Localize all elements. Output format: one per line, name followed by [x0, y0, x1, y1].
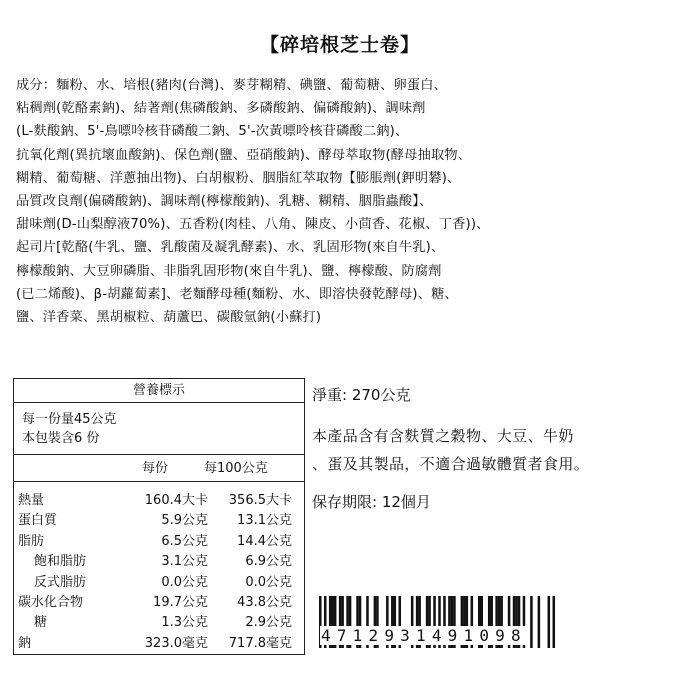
nutrition-rows — [14, 482, 304, 654]
nutrient-label: 碳水化合物 — [18, 594, 84, 610]
ingredients-list — [16, 74, 666, 329]
nutrition-row-sugar — [14, 613, 304, 633]
nutrient-per-100g: 6.9公克 — [245, 554, 292, 570]
ingredients-line: 鹽、洋香菜、黑胡椒粒、葫蘆巴、碳酸氫鈉(小蘇打) — [16, 310, 322, 326]
nutrient-label: 鈉 — [18, 635, 32, 651]
product-title: 【碎培根芝士卷】 — [259, 34, 420, 56]
nutrient-per-100g: 43.8公克 — [237, 594, 292, 610]
nutrition-row-trans-fat — [14, 573, 304, 593]
barcode-number — [320, 626, 556, 645]
ingredients-line: 抗氧化劑(異抗壞血酸鈉)、保色劑(鹽、亞硝酸鈉)、酵母萃取物(酵母抽取物、 — [16, 147, 472, 163]
nutrient-per-100g: 13.1公克 — [237, 513, 292, 529]
nutrition-facts-table — [13, 378, 305, 655]
ingredients-line: 成分：麵粉、水、培根(豬肉(台灣)、麥芽糊精、碘鹽、葡萄糖、卵蛋白、 — [16, 78, 448, 93]
ingredients-line: 品質改良劑(偏磷酸鈉)、調味劑(檸檬酸鈉)、乳糖、糊精、胭脂蟲酸】、 — [16, 194, 433, 210]
nutrient-label: 蛋白質 — [18, 513, 58, 529]
ingredients-line: 糊精、葡萄糖、洋蔥抽出物)、白胡椒粉、胭脂紅萃取物【膨脹劑(鉀明礬)、 — [16, 170, 461, 186]
nutrient-per-serving: 19.7公克 — [153, 594, 208, 610]
serving-info — [14, 403, 304, 455]
nutrient-per-serving: 3.1公克 — [161, 554, 208, 570]
nutrient-per-serving: 0.0公克 — [161, 574, 208, 590]
allergen-notice-line1: 本產品含有含麩質之穀物、大豆、牛奶 — [312, 427, 574, 445]
ingredients-line: 甜味劑(D-山梨醇液70%)、五香粉(肉桂、八角、陳皮、小茴香、花椒、丁香))、 — [16, 217, 490, 233]
nutrition-row-carbohydrate — [14, 593, 304, 613]
nutrient-per-100g: 2.9公克 — [245, 615, 292, 631]
nutrient-per-100g: 717.8毫克 — [228, 635, 292, 651]
col-per-100g: 每100公克 — [204, 461, 268, 476]
nutrition-column-headers — [14, 455, 304, 482]
ingredients-line: 起司片[乾酪(牛乳、鹽、乳酸菌及凝乳酵素)、水、乳固形物(來自牛乳)、 — [16, 240, 445, 256]
nutrient-label: 反式脂肪 — [34, 574, 87, 590]
nutrient-per-serving: 1.3公克 — [161, 615, 208, 631]
nutrient-label: 脂肪 — [18, 533, 45, 549]
barcode — [318, 596, 556, 650]
nutrient-label: 熱量 — [18, 493, 45, 508]
serving-size: 每一份量45公克 — [22, 412, 117, 427]
nutrient-label: 飽和脂肪 — [34, 554, 87, 570]
ingredients-line: 粘稠劑(乾酪素鈉)、結著劑(焦磷酸鈉、多磷酸鈉、偏磷酸鈉)、調味劑 — [16, 101, 426, 117]
col-per-serving: 每份 — [142, 461, 169, 476]
ingredients-line: (已二烯酸)、β-胡蘿蔔素]、老麵酵母種(麵粉、水、即溶快發乾酵母)、糖、 — [16, 286, 458, 302]
nutrient-per-serving: 160.4大卡 — [144, 493, 208, 508]
nutrient-label: 糖 — [34, 615, 48, 631]
nutrient-per-serving: 5.9公克 — [161, 513, 208, 529]
nutrient-per-serving: 6.5公克 — [161, 533, 208, 549]
ingredients-line: 檸檬酸鈉、大豆卵磷脂、非脂乳固形物(來自牛乳)、鹽、檸檬酸、防腐劑 — [16, 263, 442, 279]
net-weight: 淨重: 270公克 — [312, 386, 411, 404]
barcode-digits: 4712931491098 — [321, 626, 527, 645]
nutrition-row-fat — [14, 532, 304, 552]
shelf-life: 保存期限: 12個月 — [312, 493, 431, 511]
nutrition-row-saturated-fat — [14, 552, 304, 572]
nutrition-header: 營養標示 — [14, 379, 304, 403]
nutrient-per-serving: 323.0毫克 — [144, 635, 208, 651]
nutrient-per-100g: 356.5大卡 — [228, 493, 292, 508]
nutrient-per-100g: 14.4公克 — [237, 533, 292, 549]
ingredients-line: (L-麩酸鈉、5'-鳥嘌呤核苷磷酸二鈉、5'-次黃嘌呤核苷磷酸二鈉)、 — [16, 124, 409, 140]
nutrition-row-calories — [14, 491, 304, 511]
nutrition-row-sodium — [14, 634, 304, 654]
servings-per-package: 本包裝含6 份 — [22, 431, 100, 446]
allergen-notice-line2: 、蛋及其製品，不適合過敏體質者食用。 — [312, 455, 590, 473]
nutrition-row-protein — [14, 511, 304, 531]
nutrient-per-100g: 0.0公克 — [245, 574, 292, 590]
